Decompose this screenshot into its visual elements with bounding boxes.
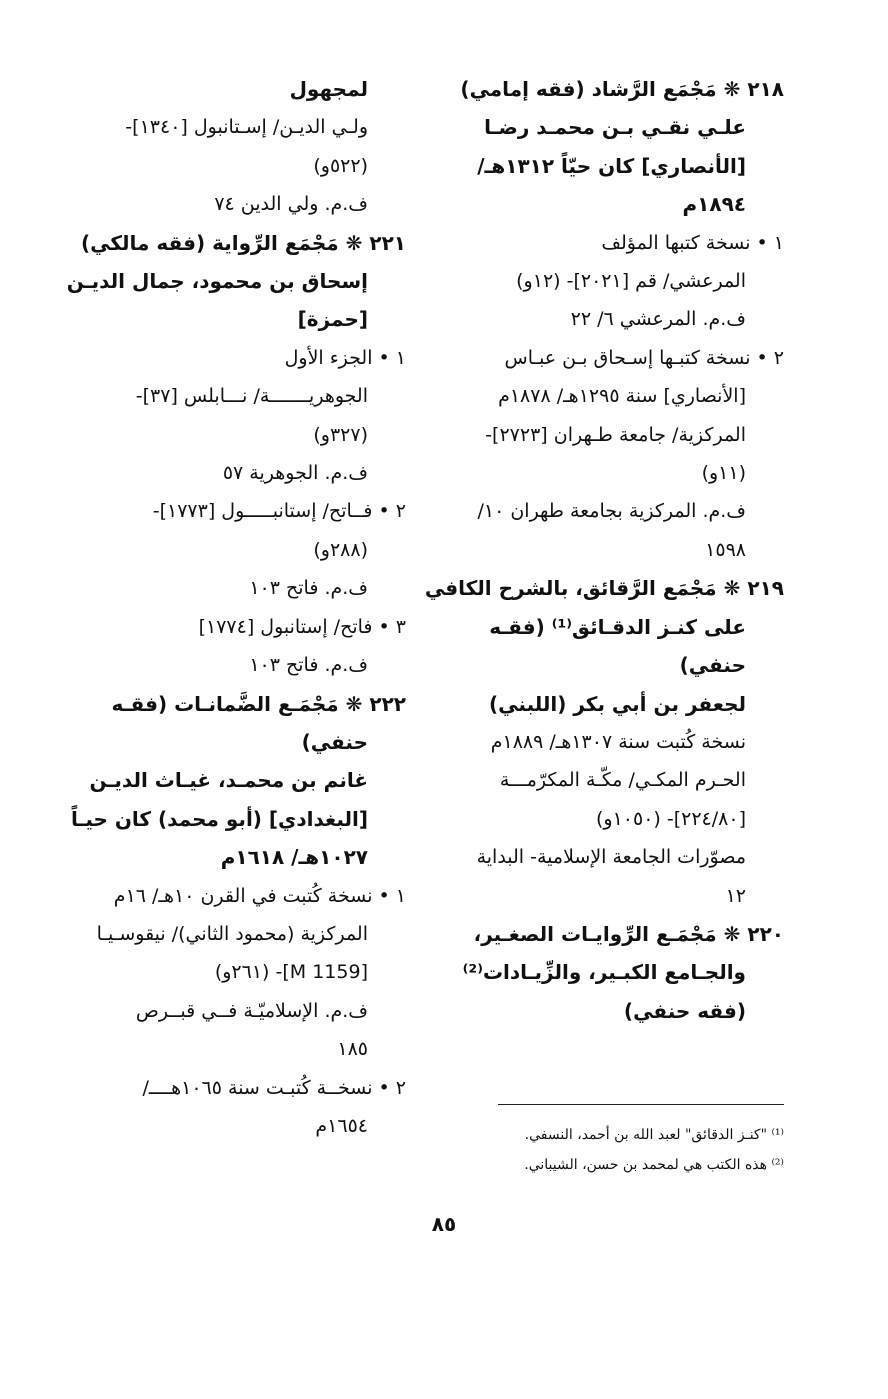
footnote-divider — [498, 1104, 784, 1105]
footnotes — [454, 1120, 784, 1180]
entry-text-line: ولـي الديـن/ إسـتانبول [١٣٤٠]- — [125, 116, 368, 139]
footnote-2: ⁽²⁾ هذه الكتب هي لمحمد بن حسن، الشيباني. — [524, 1157, 784, 1173]
left-column — [68, 70, 406, 1145]
entry-heading-line: حنفي) — [301, 729, 368, 754]
footnote-1: ⁽¹⁾ "كنـز الدقائق" لعبد الله بن أحمد، النسفي. — [524, 1127, 784, 1143]
entry-text-line: [الأنصاري] سنة ١٢٩٥هـ/ ١٨٧٨م — [498, 385, 746, 408]
entry-text-line: ١ • الجزء الأول — [284, 346, 406, 369]
right-column — [424, 70, 784, 1030]
entry-heading-line: لمجهول — [289, 77, 368, 101]
entry-text-line: ٣ • فاتح/ إستانبول [١٧٧٤] — [198, 615, 406, 638]
entry-text-line: ف.م. الإسلاميّـة فــي قبــرص — [135, 999, 368, 1022]
entry-heading-line: ٢٢٢ ❋ مَجْمَـع الضَّمانـات (فقـه — [111, 691, 406, 716]
entry-text-line: ٢ • فــاتح/ إستانبـــــول [١٧٧٣]- — [152, 500, 406, 523]
entry-text-line: (٥٢٢و) — [313, 154, 368, 177]
entry-heading-line: (فقه حنفي) — [623, 998, 746, 1023]
entry-heading-line: [حمزة] — [297, 307, 368, 332]
entry-text-line: المركزية (محمود الثاني)/ نيقوسـيـا — [96, 922, 368, 945]
entry-heading-line: حنفي) — [679, 653, 746, 678]
entry-heading-line: [الأنصاري] كان حيّاً ١٣١٢هـ/ — [477, 153, 746, 178]
entry-heading-line: على كنـز الدقـائق⁽¹⁾ (فقـه — [489, 614, 746, 639]
entry-heading-line: ٢١٩ ❋ مَجْمَع الرَّقائق، بالشرح الكافي — [424, 576, 784, 601]
entry-text-line: ف.م. الجوهرية ٥٧ — [222, 462, 368, 485]
entry-heading-line: ١٨٩٤م — [682, 192, 746, 217]
page-number: ٨٥ — [431, 1212, 457, 1236]
entry-text-line: (٣٢٧و) — [313, 423, 368, 446]
entry-text-line: (١١و) — [701, 462, 746, 485]
entry-text-line: ف.م. فاتح ١٠٣ — [249, 654, 368, 677]
entry-text-line: ١٥٩٨ — [705, 538, 746, 561]
entry-heading-line: ٢٢٠ ❋ مَجْمَـع الرِّوايـات الصغـير، — [473, 921, 784, 946]
entry-heading-line: ١٠٢٧هـ/ ١٦١٨م — [220, 845, 368, 870]
entry-text-line: (٢٨٨و) — [313, 538, 368, 561]
entry-text-line: ١٦٥٤م — [315, 1114, 368, 1137]
entry-text-line: ٢ • نسخــة كُتبـت سنة ١٠٦٥هــــ/ — [142, 1076, 406, 1099]
entry-text-line: ١٨٥ — [337, 1038, 368, 1061]
entry-text-line: الحـرم المكـي/ مكّـة المكرّمـــة — [499, 769, 746, 792]
entry-heading-line: علـي نقـي بـن محمـد رضـا — [484, 115, 746, 140]
entry-text-line: الجوهريـــــــة/ نـــابلس [٣٧]- — [135, 385, 368, 408]
entry-text-line: ف.م. المركزية بجامعة طهران ١٠/ — [477, 500, 746, 523]
entry-heading-line: [البغدادي] (أبو محمد) كان حيـاً — [70, 806, 368, 831]
entry-heading-line: إسحاق بن محمود، جمال الديـن — [66, 269, 368, 294]
entry-text-line: ١ • نسخة كتبها المؤلف — [601, 231, 784, 254]
entry-text-line: ف.م. فاتح ١٠٣ — [249, 577, 368, 600]
entry-text-line: مصوّرات الجامعة الإسلامية- البداية — [476, 846, 746, 869]
entry-text-line: ١ • نسخة كُتبت في القرن ١٠هـ/ ١٦م — [113, 884, 406, 907]
entry-text-line: نسخة كُتبت سنة ١٣٠٧هـ/ ١٨٨٩م — [490, 730, 746, 753]
entry-heading-line: والجـامع الكبـير، والزِّيـادات⁽²⁾ — [462, 960, 746, 985]
entry-text-line: ف.م. ولي الدين ٧٤ — [214, 193, 368, 216]
entry-heading-line: غانم بن محمـد، غيـاث الديـن — [89, 768, 368, 793]
entry-text-line: [٢٢٤/٨٠]- (١٠٥٠و) — [595, 807, 746, 830]
entry-text-line: ١٢ — [725, 884, 746, 907]
entry-heading-line: ٢١٨ ❋ مَجْمَع الرَّشاد (فقه إمامي) — [460, 77, 784, 101]
entry-heading-line: لجعفر بن أبي بكر (اللبني) — [489, 691, 746, 716]
entry-text-line: المرعشي/ قم [٢٠٢١]- (١٢و) — [516, 270, 746, 293]
entry-heading-line: ٢٢١ ❋ مَجْمَع الرِّواية (فقه مالكي) — [81, 230, 406, 255]
entry-text-line: [M 1159]- (٢٦١و) — [214, 961, 368, 984]
entry-text-line: ٢ • نسخة كتبـها إسـحاق بـن عبـاس — [504, 346, 784, 369]
entry-text-line: المركزية/ جامعة طـهران [٢٧٢٣]- — [485, 423, 746, 446]
entry-text-line: ف.م. المرعشي ٦/ ٢٢ — [570, 308, 746, 331]
